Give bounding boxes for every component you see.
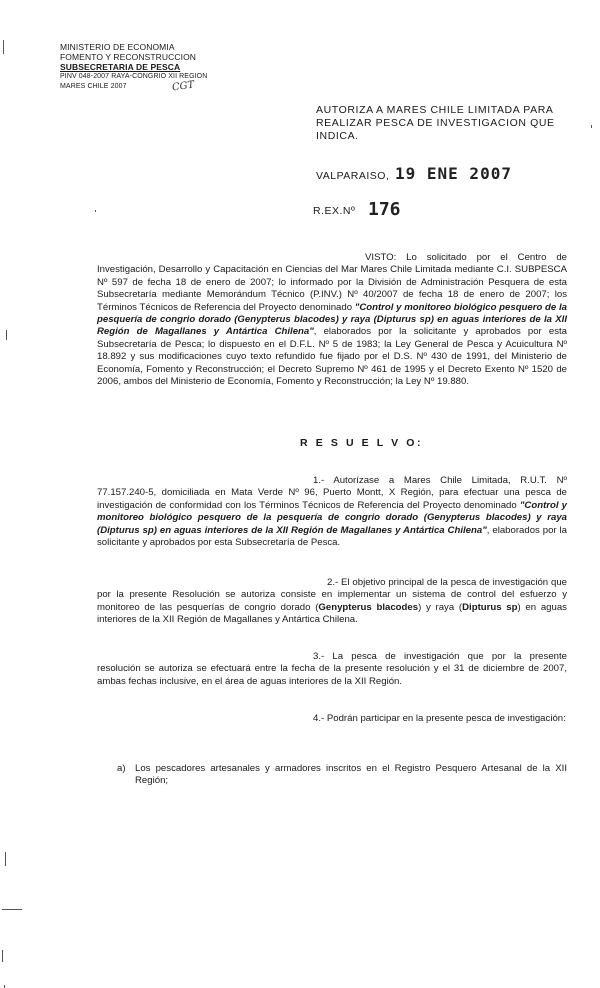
item-a-label: a) xyxy=(117,763,126,774)
subsecretary-line: SUBSECRETARIA DE PESCA xyxy=(60,62,181,72)
article-1-text-a: 1.- Autorízase a Mares Chile Limitada, R.U.T. Nº 77.157.240-5, domiciliada en Mata Verde Nº 96, Puerto Montt, X Región, para efectuar una pesca de investigación de conformidad con los Términos Técnicos de Referencia del Proyecto denominado xyxy=(97,475,567,511)
resolution-number-stamp: 176 xyxy=(368,199,401,220)
date-stamp: 19 ENE 2007 xyxy=(395,164,512,183)
resuelvo-heading: R E S U E L V O: xyxy=(300,437,424,449)
scan-mark xyxy=(2,950,3,962)
file-reference: PINV 048-2007 RAYA-CONGRIO XII REGION xyxy=(60,73,208,80)
scan-mark xyxy=(95,210,96,212)
species-congrio: Genypterus blacodes xyxy=(318,601,419,613)
article-2 xyxy=(97,577,567,627)
resolution-number-label: R.EX.Nº xyxy=(313,205,356,217)
article-2-text-e: ) en aguas interiores de la XII Región de Magallanes y Antártica Chilena. xyxy=(97,601,567,626)
document-title: AUTORIZA A MARES CHILE LIMITADA PARA REALIZAR PESCA DE INVESTIGACION QUE INDICA. xyxy=(316,104,555,142)
visto-text-c: , elaborados por la solicitante y aprobados por esta Subsecretaría de Pesca; lo dispuesto en el D.F.L. Nº 5 de 1983; la Ley General de Pesca y Acuicultura Nº 18.892 y sus modificaciones cuyo texto refundido fue fijado por el D.S. Nº 430 de 1991, del Ministerio de Economía, Fomento y Reconstrucción; el Decreto Supremo Nº 461 de 1995 y el Decreto Exento Nº 1520 de 2006, ambos del Ministerio de Economía, Fomento y Reconstrucción; la Ley Nº 19.880. xyxy=(97,326,567,388)
article-2-text-a: 2.- El objetivo principal de la pesca de investigación que por la presente Resolución se autoriza consiste en implementar un sistema de control del esfuerzo y monitoreo de las pesquerías de congrio dorado ( xyxy=(97,577,567,613)
scan-mark xyxy=(591,125,592,128)
place-label: VALPARAISO, xyxy=(316,170,390,182)
species-raya: Dipturus sp xyxy=(462,601,518,613)
project-name: "Control y monitoreo biológico pesquero de la pesquería de congrio dorado (Genypterus blacodes) y raya (Dipturus sp) en aguas interiores de la XII Región de Magallanes y Antártica Chilena" xyxy=(97,301,567,338)
article-1-text-c: , elaborados por la solicitante y aprobados por esta Subsecretaría de Pesca. xyxy=(97,524,568,549)
scan-mark xyxy=(3,40,4,54)
article-1-project-name: "Control y monitoreo biológico pesquero de la pesquería de congrio dorado (Genypterus blacodes) y raya (Dipturus sp) en aguas interiores de la XII Región de Magallanes y Antártica Chilena" xyxy=(97,499,567,536)
item-a-text: Los pescadores artesanales y armadores inscritos en el Registro Pesquero Artesanal de la XII Región; xyxy=(135,763,567,787)
scan-mark xyxy=(6,330,7,340)
visto-paragraph xyxy=(97,252,567,388)
article-1 xyxy=(97,475,567,549)
article-4: 4.- Podrán participar en la presente pesca de investigación: xyxy=(313,713,566,724)
scan-mark xyxy=(2,909,22,910)
handwritten-initials: CGT xyxy=(171,79,195,94)
article-3: 3.- La pesca de investigación que por la presente resolución se autoriza se efectuará entre la fecha de la presente resolución y el 31 de diciembre de 2007, ambas fechas inclusive, en el área de aguas interiores de la XII Región. xyxy=(97,651,567,687)
ministry-line-2: FOMENTO Y RECONSTRUCCION xyxy=(60,52,197,62)
file-reference-2: MARES CHILE 2007 xyxy=(60,83,127,90)
visto-text-a: VISTO: Lo solicitado por el Centro de Investigación, Desarrollo y Capacitación en Ciencias del Mar Mares Chile Limitada mediante C.I. SUBPESCA Nº 597 de fecha 18 de enero de 2007; lo informado por la División de Administración Pesquera de esta Subsecretaría mediante Memorándum Técnico (P.INV.) Nº 40/2007 de fecha 18 de enero de 2007; los Términos Técnicos de Referencia del Proyecto denominado xyxy=(97,252,567,313)
scan-mark xyxy=(5,852,6,866)
ministry-line: MINISTERIO DE ECONOMIA xyxy=(60,42,175,52)
article-2-text-c: ) y raya ( xyxy=(418,601,463,613)
